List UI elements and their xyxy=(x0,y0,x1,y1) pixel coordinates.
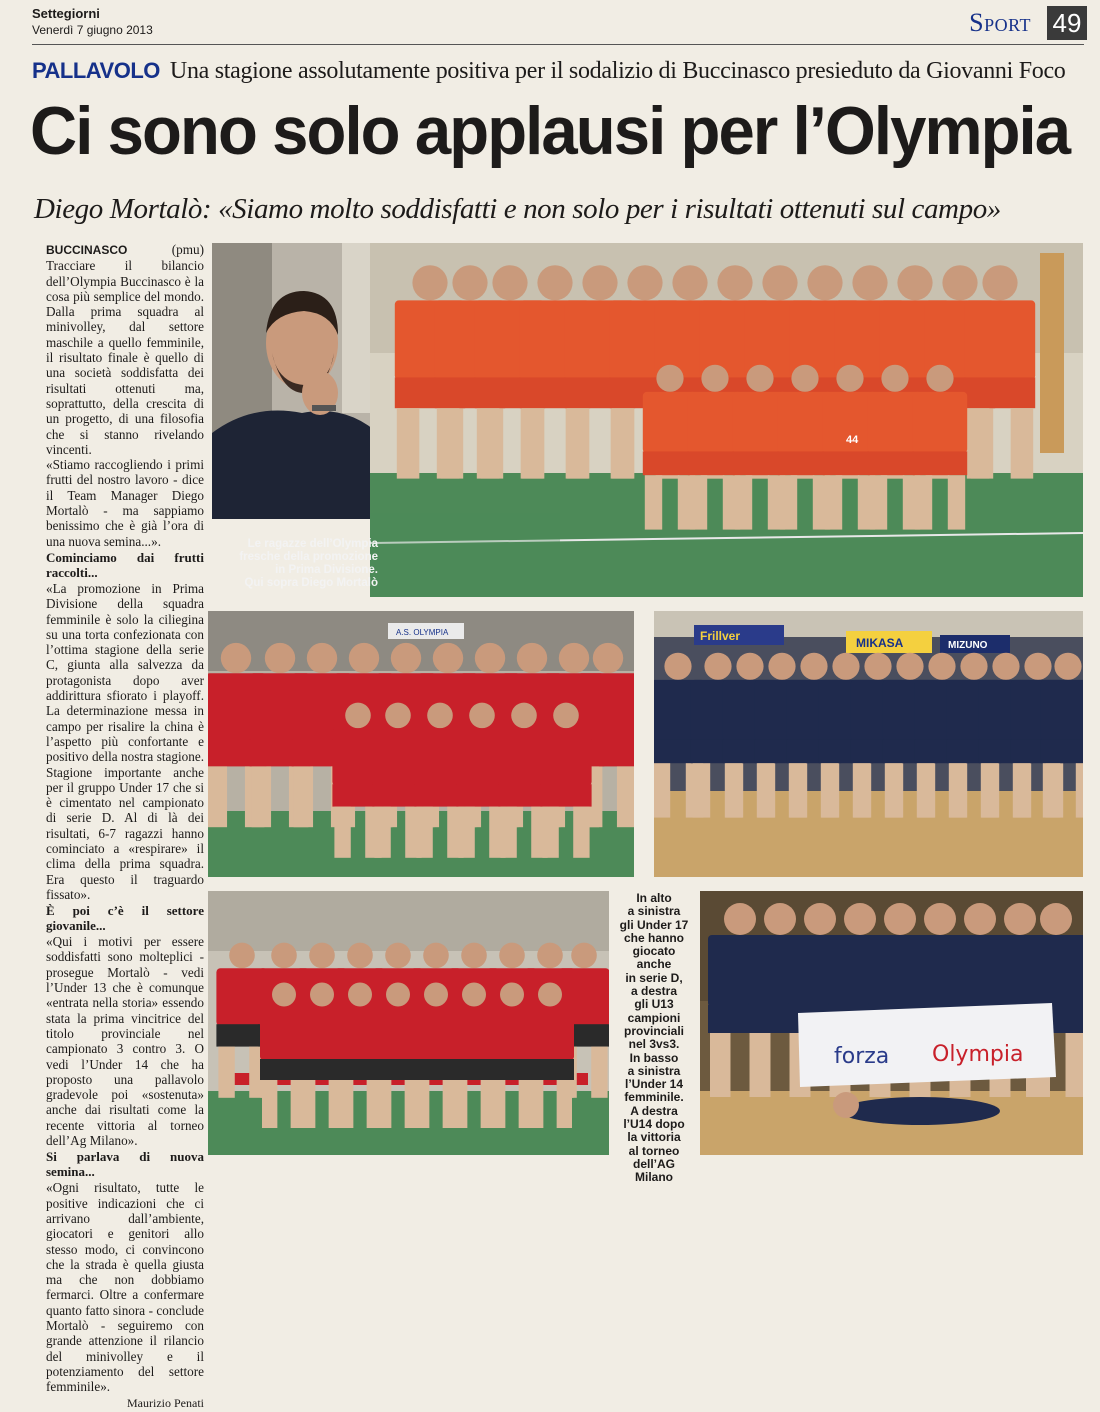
team-photo-under17 xyxy=(208,611,634,877)
sponsor-banner: Frillver xyxy=(700,629,741,643)
interview-question: È poi c’è il settore giovanile... xyxy=(46,903,204,934)
jersey-number: 44 xyxy=(846,434,859,446)
gym-sign: A.S. OLYMPIA xyxy=(396,628,449,637)
dateline: BUCCINASCO xyxy=(46,243,128,257)
paragraph: BUCCINASCO (pmu) Tracciare il bilancio dell’Olympia Buccinasco è la cosa più semplice del mondo. Dalla prima squadra al minivolley, dal settore maschile a quello femminile, il risultato finale è quello di una società soddisfatta dei risultati ottenuti ma, soprattutto, della crescita di un progetto, di una filosofia che si stanno rivelando vincenti. xyxy=(46,242,204,457)
subheadline: Diego Mortalò: «Siamo molto soddisfatti e non solo per i risultati ottenuti sul campo» xyxy=(34,193,1001,225)
kicker xyxy=(32,58,1092,85)
paragraph: «Stiamo raccogliendo i primi frutti del nostro lavoro - dice il Team Manager Diego Mortalò - ma sappiamo benissimo che è già l’ora di una nuova semina...». xyxy=(46,457,204,549)
photo-caption-top: Le ragazze dell’Olympia fresche della promozione in Prima Divisione. Qui sopra Diego Mortalò xyxy=(239,538,378,589)
portrait-photo xyxy=(212,243,388,519)
sport-tag: PALLAVOLO xyxy=(32,58,160,83)
paragraph: «Qui i motivi per essere soddisfatti sono molteplici - prosegue Mortalò - vedi l’Under 13 che è comunque «entrata nella storia» essendo stata la prima vincitrice del titolo provinciale nel campionato 3 contro 3. O vedi l’Under 14 che ha proposto una pallavolo gradevole poi «sostenuta» anche dai risultati come la recente vittoria al torneo dell’Ag Milano». xyxy=(46,934,204,1149)
team-photo-under14-victory xyxy=(700,891,1083,1155)
banner-word: Olympia xyxy=(932,1042,1024,1067)
team-photo-under14-women xyxy=(208,891,609,1155)
article-body xyxy=(46,242,204,1412)
section-name: Sport xyxy=(969,8,1031,37)
photo-caption-bottom: In alto a sinistra gli Under 17 che hanno giocato anche in serie D, a destra gli U13 campioni provinciali nel 3vs3. In basso a sinistra l’Under 14 femminile. A destra l’U14 dopo la vittoria al torneo dell’AG Milano xyxy=(619,891,689,1185)
masthead-rule xyxy=(32,44,1084,45)
page-number: 49 xyxy=(1047,6,1087,40)
team-photo-under13 xyxy=(654,611,1083,877)
newspaper-name: Settegiorni xyxy=(32,6,100,21)
sponsor-banner: MIKASA xyxy=(856,636,904,650)
interview-question: Cominciamo dai frutti raccolti... xyxy=(46,549,204,580)
team-photo-women xyxy=(370,243,1083,597)
sponsor-banner: MIZUNO xyxy=(948,640,988,651)
issue-date: Venerdì 7 giugno 2013 xyxy=(32,23,153,37)
headline: Ci sono solo applausi per l’Olympia xyxy=(30,93,1070,169)
paragraph: «La promozione in Prima Divisione della squadra femminile è solo la ciliegina su una torta confezionata con l’ottima stagione della serie C, giunta alla salvezza da protagonista dopo aver addirittura sfiorato i playoff. La determinazione messa in campo per risalire la china è l’aspetto più confortante e positivo della nostra stagione. Stagione importante anche per il gruppo Under 17 che si è cimentato nel campionato di serie D. Al di là dei risultati, 6-7 ragazzi hanno cominciato a «respirare» il clima della prima squadra. Era questo il traguardo fissato». xyxy=(46,580,204,902)
banner-word: forza xyxy=(834,1044,890,1069)
interview-question: Si parlava di nuova semina... xyxy=(46,1149,204,1180)
kicker-text: Una stagione assolutamente positiva per il sodalizio di Buccinasco presieduto da Giovanni Foco xyxy=(169,58,1066,84)
paragraph: «Ogni risultato, tutte le positive indicazioni che ci arrivano dall’ambiente, giocatori e genitori allo stesso modo, ci convincono che la strada è quella giusta ma che non dobbiamo fermarci. Oltre a confermare quanto fatto sinora - conclude Mortalò - seguiremo con grande attenzione il rilancio del minivolley e il potenziamento del settore femminile». xyxy=(46,1180,204,1395)
masthead xyxy=(32,6,1087,40)
byline: Maurizio Penati xyxy=(127,1396,204,1411)
